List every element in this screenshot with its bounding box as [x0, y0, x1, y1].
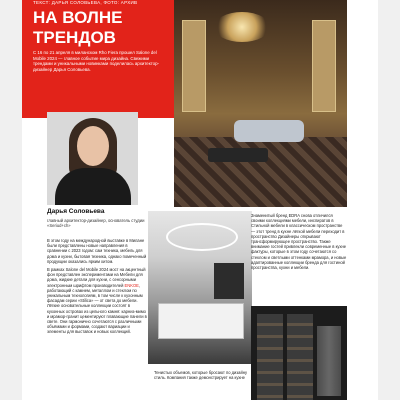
header-block	[22, 0, 174, 118]
author-role: главный архитектор-дизайнер, основатель студии «Seriud+ch»	[47, 218, 145, 229]
face-shape	[77, 126, 109, 166]
lead-paragraph: С 16 по 21 апреля в миланском Rho Fiera прошел Salone del Mobile 2024 — главное событие мира дизайна. Свежими трендами и уникальными новинками поделилась архитектор-дизайнер Дарья Соловьева.	[33, 50, 160, 72]
table-shape	[208, 148, 268, 162]
paragraph-text: В рамках Salone del Mobile 2024 мост на акцентный фон представлен экспериментами на Мебели для дома, жидкие детали для кухни, с сенсорными электронным шрифтом производителей	[47, 267, 146, 288]
author-name: Дарья Соловьева	[47, 208, 105, 215]
shelf-shape	[214, 263, 244, 299]
kitchen-island	[158, 303, 244, 339]
body-text-column-1	[47, 238, 147, 335]
wall-panel	[182, 20, 206, 112]
kitchen-photo	[148, 211, 252, 364]
page-title: НА ВОЛНЕ ТРЕНДОВ	[33, 8, 123, 47]
kicker: ТЕКСТ: ДАРЬЯ СОЛОВЬЕВА, ФОТО: АРХИВ	[33, 0, 138, 5]
wall-panel	[312, 20, 336, 112]
paragraph-text: , работающий с камнем, металлом и стеклом по уникальным технологиям, в том числе к кухонным фасадам серии «Stilica» — от света до мебели. Лёгкие основательные коллекции состоят в кухонных островах из цельного камня: карниз-мимо и мрамор-гранит цементируют плавающие панели в свете. Они гармонично сочетаются с различными объёмами и формами, создают вариации и элементы для выставок и новых коллекций.	[47, 282, 147, 335]
glass-panel	[317, 326, 341, 396]
sofa-shape	[234, 120, 304, 142]
chandelier-shape	[214, 12, 270, 42]
magazine-page	[22, 0, 378, 400]
ceiling-ring	[166, 223, 238, 251]
paragraph: В этом году на международной выставке в Милане были представлены новые направления в сравнении с 2023 годом: сам техника, мебель для дома и кухни, бытовая техника, однако помеченный продукции оказались ярким хитом.	[47, 238, 147, 264]
jacket-shape	[55, 168, 131, 205]
shelf-rack	[257, 314, 283, 400]
author-portrait	[47, 112, 138, 205]
body-text-column-2: Тенистых объемов, которые бросают по дизайну стиль. Компания также демонстрирует на кухне	[154, 370, 248, 381]
body-text-column-3: Знаменитый бренд EDRA снова отличился своими коллекциями мебели, инспиратов в Стильной мебели в классическом пространстве — этот тренд в кухне лёгкой мебели переходит в пространство Дизайнеры открывают трансформирующее пространство. Также внимание гостей привлекли современные в кухне фактуры, которые в этом году сочетаются со стеклом и светлыми оттенками мрамора, и новые адаптированные коллекции бренда для гостиной пространства, кухни и мебели.	[251, 213, 347, 271]
brand-link[interactable]: ENKOE	[124, 282, 139, 288]
shelf-rack	[287, 314, 313, 400]
shelving-photo	[251, 306, 347, 400]
paragraph	[47, 267, 147, 335]
interior-photo-top	[174, 0, 347, 207]
